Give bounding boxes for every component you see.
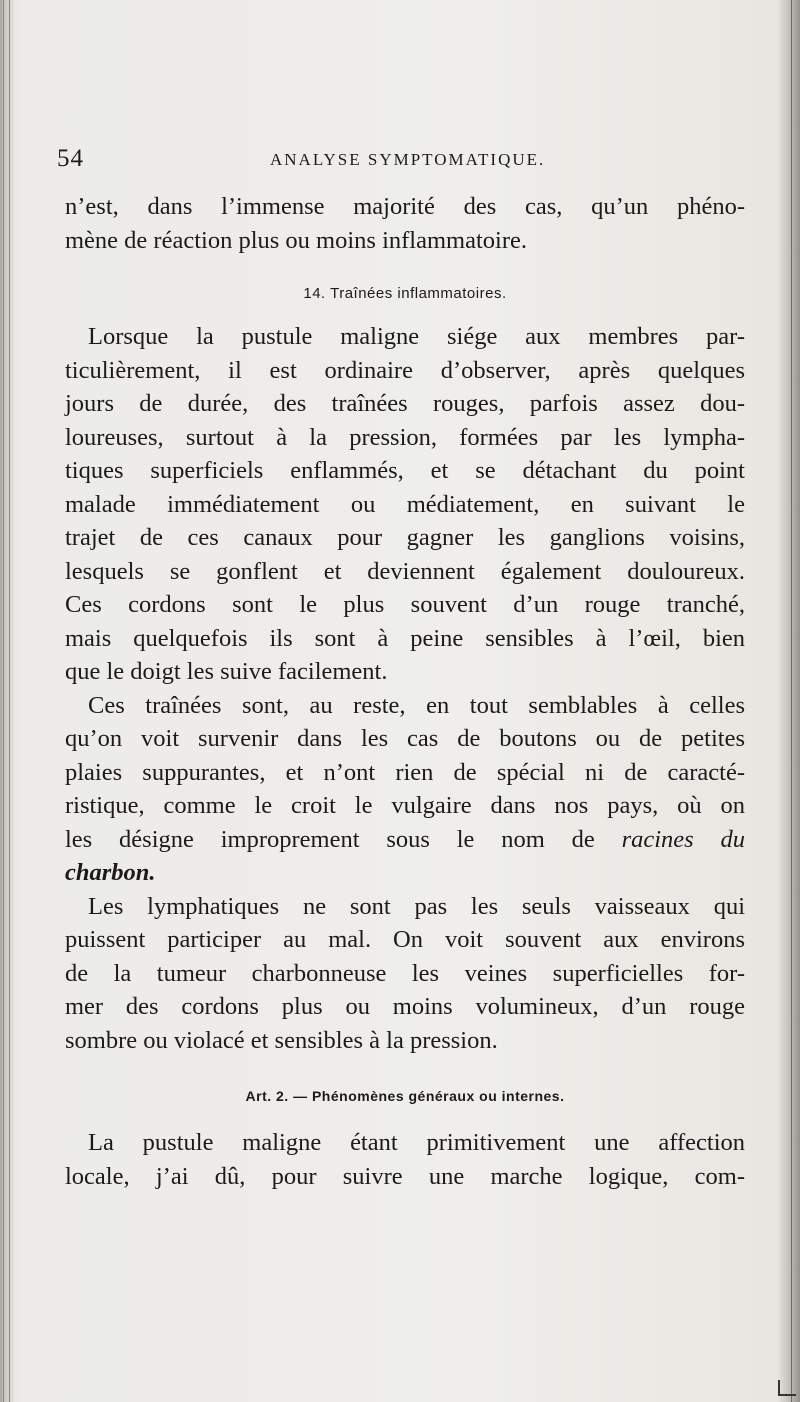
text-line: Ces traînées sont, au reste, en tout semblables à celles [88, 691, 745, 719]
text-line: loureuses, surtout à la pression, formées par les lympha- [65, 423, 745, 451]
text-line: malade immédiatement ou médiatement, en suivant le [65, 490, 745, 518]
text-line: puissent participer au mal. On voit souvent aux environs [65, 926, 745, 953]
page-edge-shadow [778, 0, 800, 1402]
text-line [65, 823, 745, 857]
text-line: Les lymphatiques ne sont pas les seuls vaisseaux qui [88, 892, 745, 920]
text-line: mer des cordons plus ou moins volumineux, d’un rouge [65, 993, 745, 1020]
page-number: 54 [57, 145, 84, 172]
text-line: La pustule maligne étant primitivement une affection [88, 1129, 745, 1156]
page-header [0, 144, 800, 174]
text-line: n’est, dans l’immense majorité des cas, qu’un phéno- [65, 193, 745, 220]
text-line: sombre ou violacé et sensibles à la pression. [65, 1026, 498, 1054]
italic-term: charbon. [65, 859, 156, 886]
text-line: jours de durée, des traînées rouges, parfois assez dou- [65, 390, 745, 417]
text-line: que le doigt les suive facilement. [65, 658, 388, 685]
page-edge-line [791, 0, 792, 1402]
text-line: de la tumeur charbonneuse les veines superficielles for- [65, 959, 745, 987]
paragraph [65, 1126, 745, 1193]
text-line: mène de réaction plus ou moins inflammatoire. [65, 226, 527, 254]
italic-term: racines du [621, 825, 746, 853]
text-line: tiques superficiels enflammés, et se détachant du point [65, 457, 745, 484]
paragraph [65, 320, 745, 689]
binding-line [3, 0, 4, 1402]
paragraph [65, 890, 745, 1058]
text-line: Ces cordons sont le plus souvent d’un rouge tranché, [65, 591, 745, 618]
text-line: mais quelquefois ils sont à peine sensibles à l’œil, bien [65, 624, 745, 652]
text-line: plaies suppurantes, et n’ont rien de spécial ni de caracté- [65, 758, 745, 786]
text-line: qu’on voit survenir dans les cas de boutons ou de petites [65, 725, 745, 752]
text-line: lesquels se gonflent et deviennent également douloureux. [65, 557, 745, 585]
binding-line [9, 0, 10, 1402]
paragraph [65, 689, 745, 890]
running-title: ANALYSE SYMPTOMATIQUE. [270, 150, 546, 169]
paragraph [65, 190, 745, 257]
text-segment: les désigne improprement sous le nom de [65, 825, 595, 853]
page-body [65, 190, 745, 1193]
text-line [65, 856, 745, 890]
text-line: ristique, comme le croit le vulgaire dans nos pays, où on [65, 792, 745, 819]
text-line: Lorsque la pustule maligne siége aux membres par- [88, 323, 745, 350]
text-line: ticulièrement, il est ordinaire d’observer, après quelques [65, 356, 745, 384]
section-title: 14. Traînées inflammatoires. [303, 285, 507, 302]
article-title: Art. 2. — Phénomènes généraux ou internes. [245, 1088, 565, 1104]
text-line: trajet de ces canaux pour gagner les ganglions voisins, [65, 524, 745, 551]
corner-mark [778, 1380, 796, 1396]
text-line: locale, j’ai dû, pour suivre une marche logique, com- [65, 1162, 745, 1190]
